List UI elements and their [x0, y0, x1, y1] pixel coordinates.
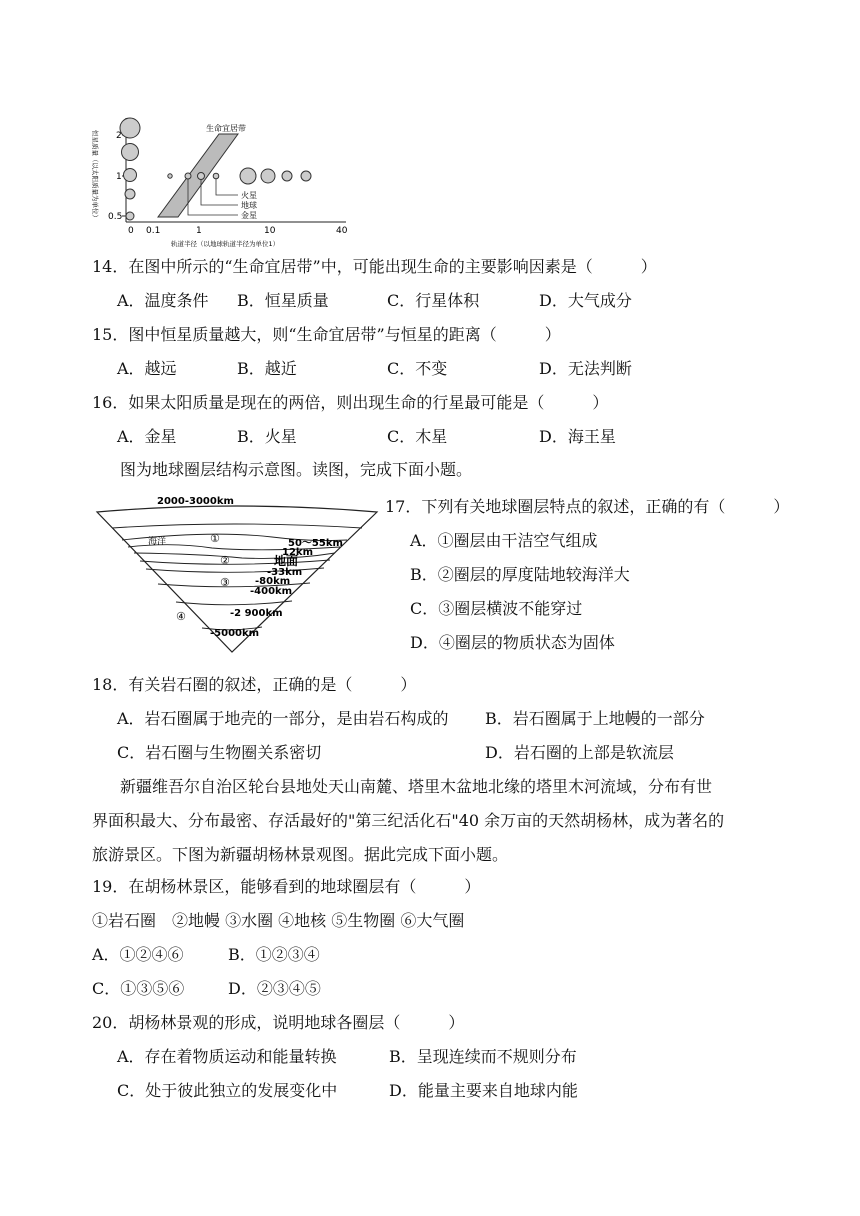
q14-option-a: A．温度条件	[117, 291, 209, 310]
q18-option-a: A．岩石圈属于地壳的一部分，是由岩石构成的	[117, 709, 449, 728]
depth-label-50-55: 50～55km	[288, 538, 343, 549]
x-tick-0: 0	[128, 226, 134, 236]
band-label: 生命宜居带	[206, 124, 246, 133]
y-tick-2: 2	[116, 131, 122, 141]
depth-label-12: 12km	[282, 547, 313, 558]
q20-option-a: A．存在着物质运动和能量转换	[117, 1047, 337, 1066]
q15-option-b: B．越近	[237, 359, 297, 378]
q15-option-a: A．越远	[117, 359, 177, 378]
depth-label-33: -33km	[267, 567, 303, 578]
passage-line-3: 旅游景区。下图为新疆胡杨林景观图。据此完成下面小题。	[92, 845, 509, 864]
layer-1-marker: ①	[210, 532, 220, 545]
q16-option-c: C．木星	[387, 427, 448, 446]
x-tick-40: 40	[336, 226, 348, 236]
x-tick-10: 10	[264, 226, 276, 236]
q15-option-c: C．不变	[387, 359, 448, 378]
earth-label: 地球	[241, 201, 257, 210]
question-20: 20．胡杨林景观的形成，说明地球各圈层（ ）	[92, 1013, 465, 1032]
question-14: 14．在图中所示的“生命宜居带”中，可能出现生命的主要影响因素是（ ）	[92, 257, 657, 276]
q17-option-c: C．③圈层横波不能穿过	[410, 599, 583, 618]
x-axis-label: 轨道半径（以地球轨道半径为单位1）	[171, 240, 280, 248]
layer-3-marker: ③	[220, 576, 230, 589]
y-axis-label: 恒星质量（以太阳质量为单位）	[91, 130, 99, 221]
x-tick-01: 0.1	[146, 226, 161, 236]
q17-option-a: A．①圈层由干洁空气组成	[410, 531, 598, 550]
intro-earth-layers: 图为地球圈层结构示意图。读图，完成下面小题。	[120, 460, 473, 479]
depth-label-2900: -2 900km	[230, 608, 283, 619]
habitable-zone-figure	[86, 110, 356, 250]
earth-layers-figure	[92, 490, 382, 660]
q17-option-d: D．④圈层的物质状态为固体	[410, 633, 615, 652]
q20-option-d: D．能量主要来自地球内能	[389, 1081, 578, 1100]
q16-option-b: B．火星	[237, 427, 297, 446]
venus-label: 金星	[241, 211, 257, 220]
q14-option-b: B．恒星质量	[237, 291, 329, 310]
q19-option-b: B．①②③④	[228, 945, 320, 964]
question-16: 16．如果太阳质量是现在的两倍，则出现生命的行星最可能是（ ）	[92, 393, 609, 412]
ground-label: 地面	[274, 554, 299, 568]
question-18: 18．有关岩石圈的叙述，正确的是（ ）	[92, 675, 417, 694]
q20-option-c: C．处于彼此独立的发展变化中	[117, 1081, 338, 1100]
depth-label-5000: -5000km	[210, 628, 260, 639]
q15-option-d: D．无法判断	[539, 359, 632, 378]
q14-option-c: C．行星体积	[387, 291, 480, 310]
q18-option-c: C．岩石圈与生物圈关系密切	[117, 743, 322, 762]
q16-option-d: D．海王星	[539, 427, 616, 446]
ocean-label: 海洋	[148, 537, 167, 547]
depth-label-80: -80km	[255, 576, 291, 587]
q19-option-d: D．②③④⑤	[228, 979, 321, 998]
q19-items: ①岩石圈 ②地幔 ③水圈 ④地核 ⑤生物圈 ⑥大气圈	[92, 911, 465, 930]
q16-option-a: A．金星	[117, 427, 177, 446]
q20-option-b: B．呈现连续而不规则分布	[389, 1047, 577, 1066]
depth-label-400: -400km	[250, 586, 293, 597]
y-tick-1: 1	[116, 172, 122, 182]
q19-option-c: C．①③⑤⑥	[92, 979, 185, 998]
question-17: 17．下列有关地球圈层特点的叙述，正确的有（ ）	[385, 497, 790, 516]
mars-label: 火星	[241, 191, 257, 200]
q14-option-d: D．大气成分	[539, 291, 632, 310]
q19-option-a: A．①②④⑥	[92, 945, 184, 964]
q18-option-d: D．岩石圈的上部是软流层	[485, 743, 674, 762]
y-tick-05: 0.5	[108, 212, 123, 222]
layer-4-marker: ④	[176, 610, 186, 623]
x-tick-1: 1	[196, 226, 202, 236]
question-15: 15．图中恒星质量越大，则“生命宜居带”与恒星的距离（ ）	[92, 325, 561, 344]
q17-option-b: B．②圈层的厚度陆地较海洋大	[410, 565, 630, 584]
question-19: 19．在胡杨林景区，能够看到的地球圈层有（ ）	[92, 877, 481, 896]
q18-option-b: B．岩石圈属于上地幔的一部分	[485, 709, 705, 728]
passage-line-2: 界面积最大、分布最密、存活最好的"第三纪活化石"40 余万亩的天然胡杨林，成为著名的	[92, 811, 725, 830]
passage-line-1: 新疆维吾尔自治区轮台县地处天山南麓、塔里木盆地北缘的塔里木河流域，分布有世	[120, 777, 713, 796]
top-altitude-label: 2000-3000km	[157, 496, 234, 507]
layer-2-marker: ②	[220, 554, 230, 567]
